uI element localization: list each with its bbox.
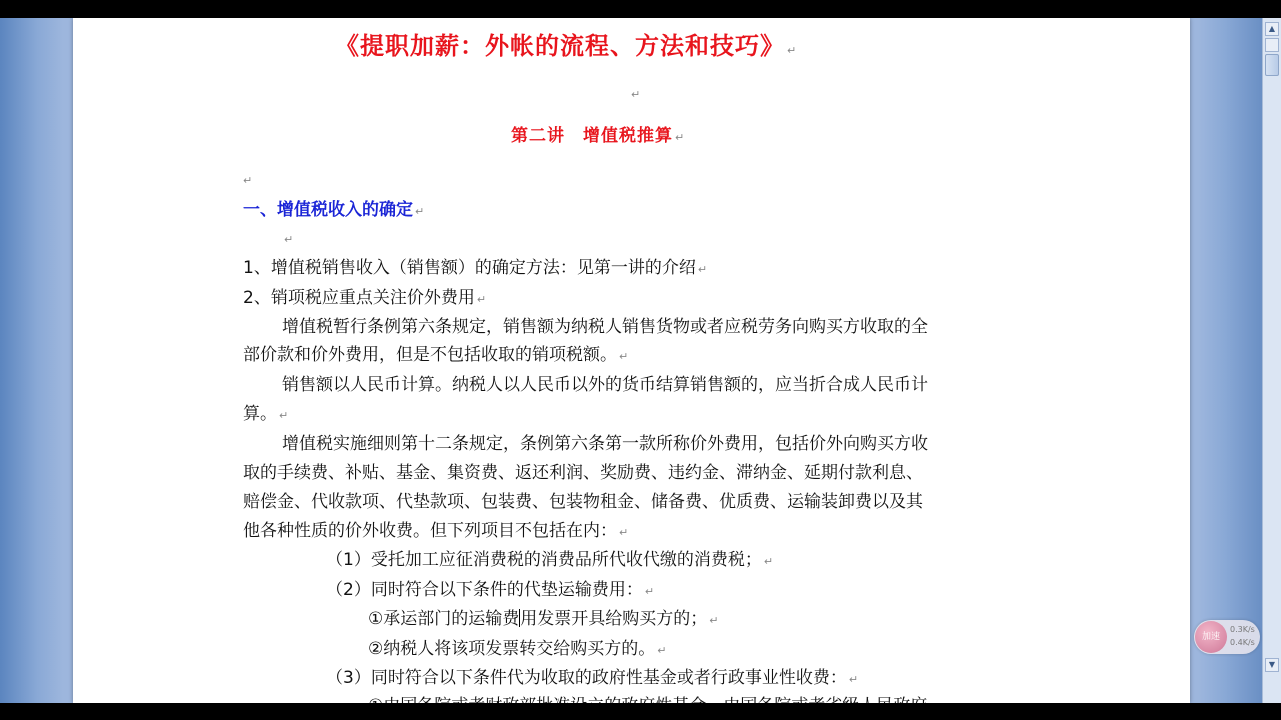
paragraph-line: 取的手续费、补贴、基金、集资费、返还利润、奖励费、违约金、滞纳金、延期付款利息、 <box>243 463 923 483</box>
paragraph-line: 销售额以人民币计算。纳税人以人民币以外的货币结算销售额的，应当折合成人民币计 <box>282 375 928 395</box>
section-heading: 一、增值税收入的确定 ↵ <box>243 200 425 220</box>
scroll-down-icon[interactable]: ▼ <box>1265 658 1279 672</box>
upload-speed: 0.3K/s <box>1230 625 1255 634</box>
paragraph-mark-icon: ↵ <box>284 233 294 246</box>
paragraph-mark-icon: ↵ <box>619 526 629 539</box>
download-speed: 0.4K/s <box>1230 638 1255 647</box>
document-workspace <box>0 18 1262 703</box>
vertical-scrollbar[interactable] <box>1262 18 1281 703</box>
paragraph-line: 部价款和价外费用，但是不包括收取的销项税额。 ↵ <box>243 345 629 365</box>
split-handle-icon[interactable] <box>1265 38 1279 52</box>
paragraph-mark-icon: ↵ <box>763 555 774 568</box>
scroll-up-icon[interactable]: ▲ <box>1265 22 1279 36</box>
sub-item: （2）同时符合以下条件的代垫运输费用： ↵ <box>326 580 655 600</box>
paragraph-line: 增值税实施细则第十二条规定，条例第六条第一款所称价外费用，包括价外向购买方收 <box>282 434 928 454</box>
document-page[interactable] <box>73 18 1190 703</box>
sub-item-detail: ①承运部门的运输费用发票开具给购买方的； ↵ <box>368 609 719 629</box>
paragraph-mark-icon: ↵ <box>279 409 289 422</box>
document-title: 《提职加薪：外帐的流程、方法和技巧》 ↵ <box>335 32 798 60</box>
paragraph-mark-icon: ↵ <box>697 263 708 276</box>
list-item: 1、增值税销售收入（销售额）的确定方法：见第一讲的介绍 ↵ <box>243 258 708 278</box>
top-black-bar <box>0 0 1280 18</box>
scrollbar-thumb[interactable] <box>1265 54 1279 76</box>
paragraph-mark-icon: ↵ <box>848 673 859 686</box>
paragraph-mark-icon: ↵ <box>619 350 629 363</box>
paragraph-mark-icon: ↵ <box>787 44 798 57</box>
accelerate-ball-icon[interactable]: 加速 <box>1195 621 1227 653</box>
paragraph-mark-icon: ↵ <box>675 131 686 144</box>
list-item: 2、销项税应重点关注价外费用 ↵ <box>243 288 487 308</box>
paragraph-mark-icon: ↵ <box>709 614 719 627</box>
sub-item: （1）受托加工应征消费税的消费品所代收代缴的消费税； ↵ <box>326 550 774 570</box>
speed-widget[interactable] <box>1194 620 1260 654</box>
paragraph-line: 他各种性质的价外收费。但下列项目不包括在内： ↵ <box>243 521 629 541</box>
lecture-title: 第二讲 增值税推算 ↵ <box>511 126 686 146</box>
sub-item: （3）同时符合以下条件代为收取的政府性基金或者行政事业性收费： ↵ <box>326 668 859 688</box>
sub-item-detail: ②纳税人将该项发票转交给购买方的。 ↵ <box>368 639 667 659</box>
paragraph-mark-icon: ↵ <box>243 174 253 187</box>
paragraph-mark-icon: ↵ <box>657 644 667 657</box>
bottom-black-bar <box>0 703 1280 720</box>
paragraph-mark-icon: ↵ <box>476 293 487 306</box>
paragraph-mark-icon: ↵ <box>415 205 425 218</box>
paragraph-line: 增值税暂行条例第六条规定，销售额为纳税人销售货物或者应税劳务向购买方收取的全 <box>282 317 928 337</box>
paragraph-mark-icon: ↵ <box>631 88 641 101</box>
paragraph-line: 算。 ↵ <box>243 404 289 424</box>
paragraph-line: 赔偿金、代收款项、代垫款项、包装费、包装物租金、储备费、优质费、运输装卸费以及其 <box>243 492 923 512</box>
paragraph-mark-icon: ↵ <box>644 585 655 598</box>
